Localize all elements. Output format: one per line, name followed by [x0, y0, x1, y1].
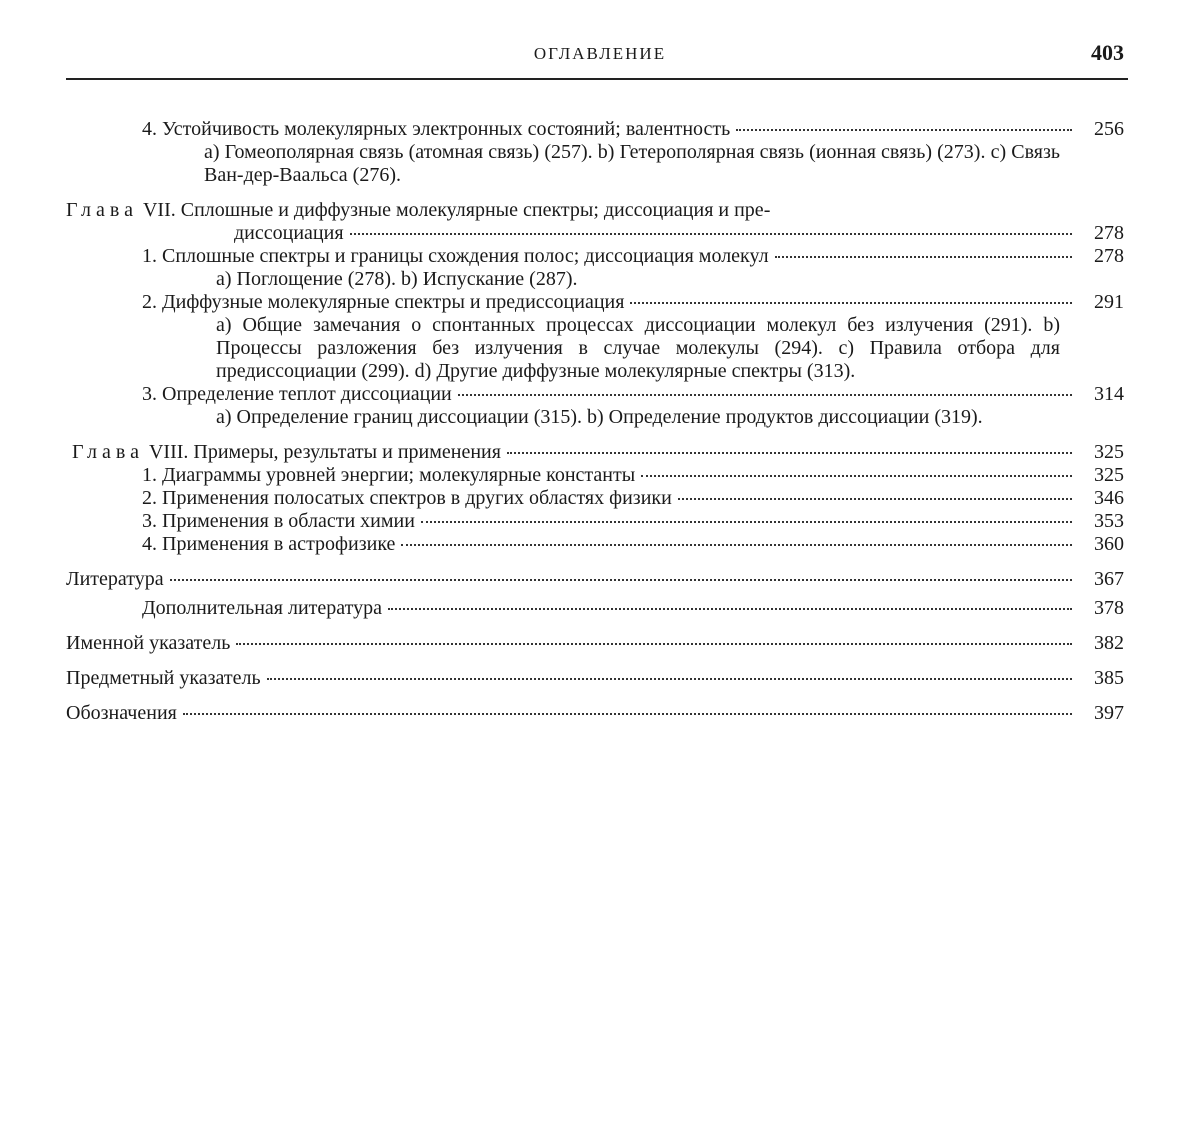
toc-entry-label: 4. Применения в астрофизике — [142, 533, 396, 555]
toc-entry-7-3 — [0, 383, 1124, 429]
toc-page-ref: 378 — [1094, 597, 1124, 619]
toc-page-ref: 291 — [1094, 291, 1124, 313]
toc-entry-label: 3. Применения в области химии — [142, 510, 415, 532]
toc-entry-notation — [0, 702, 1124, 725]
leader-dots — [458, 394, 1072, 396]
toc-page-ref: 397 — [1094, 702, 1124, 724]
leader-dots — [401, 544, 1072, 546]
page-number: 403 — [1091, 40, 1124, 65]
leader-dots — [236, 643, 1072, 645]
toc-entry-8-2 — [0, 487, 1124, 510]
leader-dots — [388, 608, 1072, 610]
toc-page-ref: 385 — [1094, 667, 1124, 689]
toc-subsections: а) Поглощение (278). b) Испускание (287). — [216, 268, 578, 290]
leader-dots — [775, 256, 1072, 258]
toc-page-ref: 325 — [1094, 441, 1124, 463]
toc-page-ref: 278 — [1094, 222, 1124, 244]
toc-page-ref: 278 — [1094, 245, 1124, 267]
toc-entry-section-4 — [0, 118, 1124, 187]
toc-entry-name-index — [0, 632, 1124, 655]
toc-page-ref: 314 — [1094, 383, 1124, 405]
toc-entry-label: Именной указатель — [66, 632, 231, 654]
toc-entry-subject-index — [0, 667, 1124, 690]
toc-page-ref: 367 — [1094, 568, 1124, 590]
toc-page-ref: 353 — [1094, 510, 1124, 532]
toc-entry-7-2 — [0, 291, 1124, 383]
toc-entry-label: 2. Применения полосатых спектров в других областях физики — [142, 487, 672, 509]
chapter-title: VIII. Примеры, результаты и применения — [148, 441, 501, 463]
leader-dots — [678, 498, 1072, 500]
toc-entry-literature — [0, 568, 1124, 591]
toc-entry-label: 1. Сплошные спектры и границы схождения полос; диссоциация молекул — [142, 245, 769, 267]
toc-entry-label: Дополнительная литература — [142, 597, 382, 619]
toc-entry-label: Обозначения — [66, 702, 177, 724]
leader-dots — [630, 302, 1072, 304]
leader-dots — [350, 233, 1072, 235]
leader-dots — [507, 452, 1072, 454]
toc-entry-8-1 — [0, 464, 1124, 487]
toc-subsections: а) Общие замечания о спонтанных процессах диссоциации молекул без излучения (291). b) Процессы разложения без излучения в случае молекулы (294). с) Правила отбора для предиссоциации (299). d) Другие диффузные молекулярные спектры (313). — [216, 314, 1060, 382]
leader-dots — [641, 475, 1072, 477]
toc-entry-label: 3. Определение теплот диссоциации — [142, 383, 452, 405]
toc-chapter-7 — [0, 199, 1124, 245]
toc-entry-7-1 — [0, 245, 1124, 291]
toc-entry-label: 1. Диаграммы уровней энергии; молекулярные константы — [142, 464, 636, 486]
leader-dots — [736, 129, 1072, 131]
toc-subsections: а) Определение границ диссоциации (315). b) Определение продуктов диссоциации (319). — [216, 406, 983, 428]
toc-subsections: а) Гомеополярная связь (атомная связь) (257). b) Гетерополярная связь (ионная связь) (273). с) Связь Ван-дер-Ваальса (276). — [204, 141, 1060, 186]
chapter-title-continued: диссоциация — [234, 222, 344, 244]
table-of-contents — [0, 118, 1200, 725]
toc-entry-8-4 — [0, 533, 1124, 556]
toc-entry-8-3 — [0, 510, 1124, 533]
toc-page-ref: 360 — [1094, 533, 1124, 555]
toc-entry-label: 4. Устойчивость молекулярных электронных состояний; валентность — [142, 118, 731, 140]
chapter-prefix: Глава — [66, 199, 138, 221]
leader-dots — [170, 579, 1072, 581]
toc-page-ref: 325 — [1094, 464, 1124, 486]
toc-page-ref: 346 — [1094, 487, 1124, 509]
chapter-prefix: Глава — [72, 441, 144, 463]
leader-dots — [183, 713, 1072, 715]
toc-entry-label: 2. Диффузные молекулярные спектры и предиссоциация — [142, 291, 625, 313]
toc-page-ref: 382 — [1094, 632, 1124, 654]
toc-entry-label: Предметный указатель — [66, 667, 261, 689]
leader-dots — [267, 678, 1072, 680]
header-rule — [66, 78, 1128, 80]
leader-dots — [421, 521, 1072, 523]
toc-entry-additional-literature — [0, 597, 1124, 620]
running-header-title: ОГЛАВЛЕНИЕ — [533, 44, 667, 63]
toc-chapter-8 — [0, 441, 1124, 464]
toc-page-ref: 256 — [1094, 118, 1124, 140]
toc-entry-label: Литература — [66, 568, 164, 590]
chapter-title: VII. Сплошные и диффузные молекулярные спектры; диссоциация и пре- — [142, 199, 771, 221]
